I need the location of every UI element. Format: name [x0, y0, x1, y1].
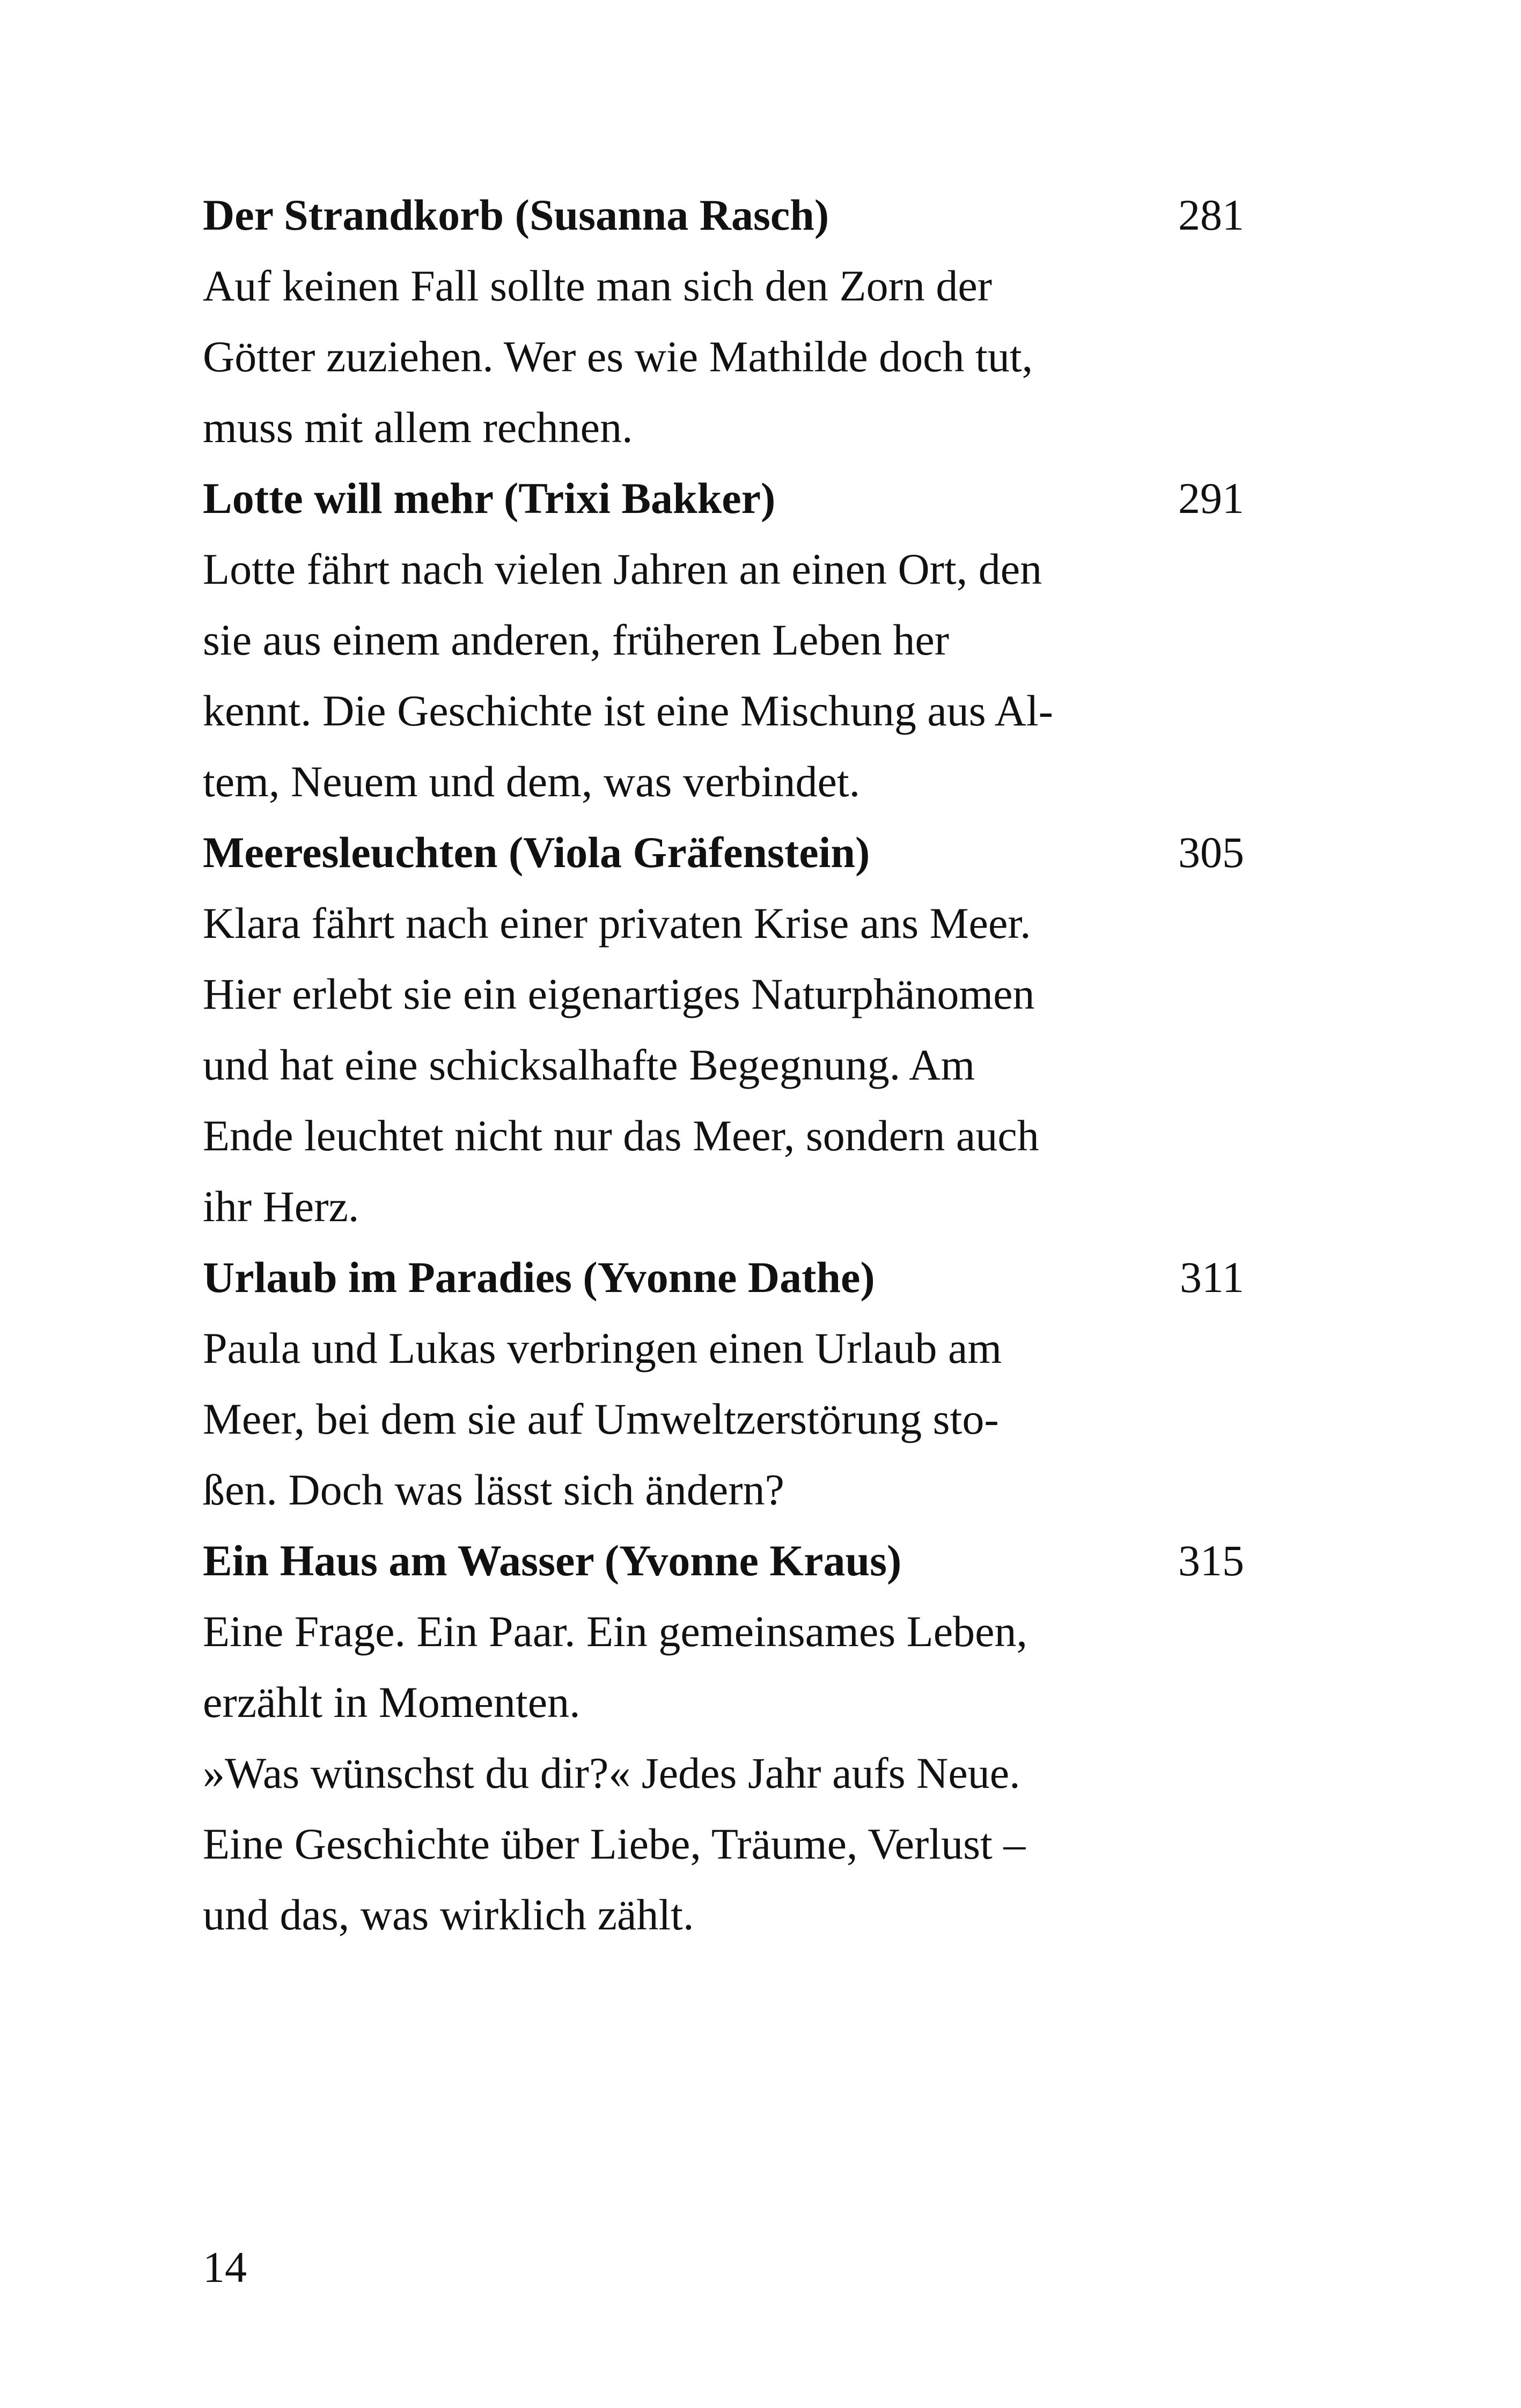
description-line: »Was wünschst du dir?« Jedes Jahr aufs Neue. [203, 1749, 1020, 1797]
toc-entry-header [203, 1525, 1276, 1596]
description-line: Eine Geschichte über Liebe, Träume, Verlust – [203, 1819, 1026, 1868]
description-line: und hat eine schicksalhafte Begegnung. Am [203, 1040, 975, 1089]
description-line: Ende leuchtet nicht nur das Meer, sondern auch [203, 1111, 1039, 1160]
toc-entry [203, 463, 1276, 817]
description-line: Meer, bei dem sie auf Umweltzerstörung sto- [203, 1394, 999, 1443]
toc-entry-title: Urlaub im Paradies (Yvonne Dathe) [203, 1253, 875, 1302]
table-of-contents [203, 180, 1276, 1950]
toc-entry-page-number: 281 [1178, 190, 1244, 239]
description-line: Götter zuziehen. Wer es wie Mathilde doch tut, [203, 332, 1033, 381]
toc-entry-title: Meeresleuchten (Viola Gräfenstein) [203, 828, 870, 877]
toc-entry [203, 1242, 1276, 1525]
toc-entry [203, 817, 1276, 1242]
toc-entry-page-number: 305 [1178, 828, 1244, 877]
toc-entry-description [203, 534, 1126, 817]
description-line: Lotte fährt nach vielen Jahren an einen Ort, den [203, 545, 1042, 593]
toc-entry-page-number: 291 [1178, 474, 1244, 523]
toc-entry-title: Ein Haus am Wasser (Yvonne Kraus) [203, 1536, 902, 1585]
description-line: Paula und Lukas verbringen einen Urlaub am [203, 1324, 1002, 1372]
page-number: 14 [203, 2243, 247, 2292]
toc-entry-description [203, 1313, 1126, 1525]
description-line: Hier erlebt sie ein eigenartiges Naturphänomen [203, 970, 1035, 1018]
toc-entry-description [203, 888, 1126, 1242]
description-line: sie aus einem anderen, früheren Leben her [203, 615, 950, 664]
description-line: tem, Neuem und dem, was verbindet. [203, 757, 861, 806]
toc-entry [203, 1525, 1276, 1950]
toc-entry-page-number: 315 [1178, 1536, 1244, 1585]
toc-entry-description [203, 251, 1126, 463]
description-line: erzählt in Momenten. [203, 1678, 581, 1727]
description-line: muss mit allem rechnen. [203, 403, 633, 452]
toc-entry-header [203, 463, 1276, 534]
toc-entry [203, 180, 1276, 463]
description-line: Eine Frage. Ein Paar. Ein gemeinsames Leben, [203, 1607, 1028, 1656]
toc-entry-header [203, 817, 1276, 888]
description-line: ßen. Doch was lässt sich ändern? [203, 1465, 784, 1514]
description-line: und das, was wirklich zählt. [203, 1890, 694, 1939]
toc-entry-title: Der Strandkorb (Susanna Rasch) [203, 190, 829, 239]
toc-entry-header [203, 180, 1276, 251]
description-line: Klara fährt nach einer privaten Krise ans Meer. [203, 899, 1031, 948]
description-line: ihr Herz. [203, 1182, 359, 1231]
toc-entry-title: Lotte will mehr (Trixi Bakker) [203, 474, 776, 523]
description-line: kennt. Die Geschichte ist eine Mischung aus Al- [203, 686, 1053, 735]
toc-entry-header [203, 1242, 1276, 1313]
description-line: Auf keinen Fall sollte man sich den Zorn der [203, 261, 993, 310]
toc-entry-description [203, 1596, 1126, 1950]
toc-entry-page-number: 311 [1180, 1253, 1244, 1302]
